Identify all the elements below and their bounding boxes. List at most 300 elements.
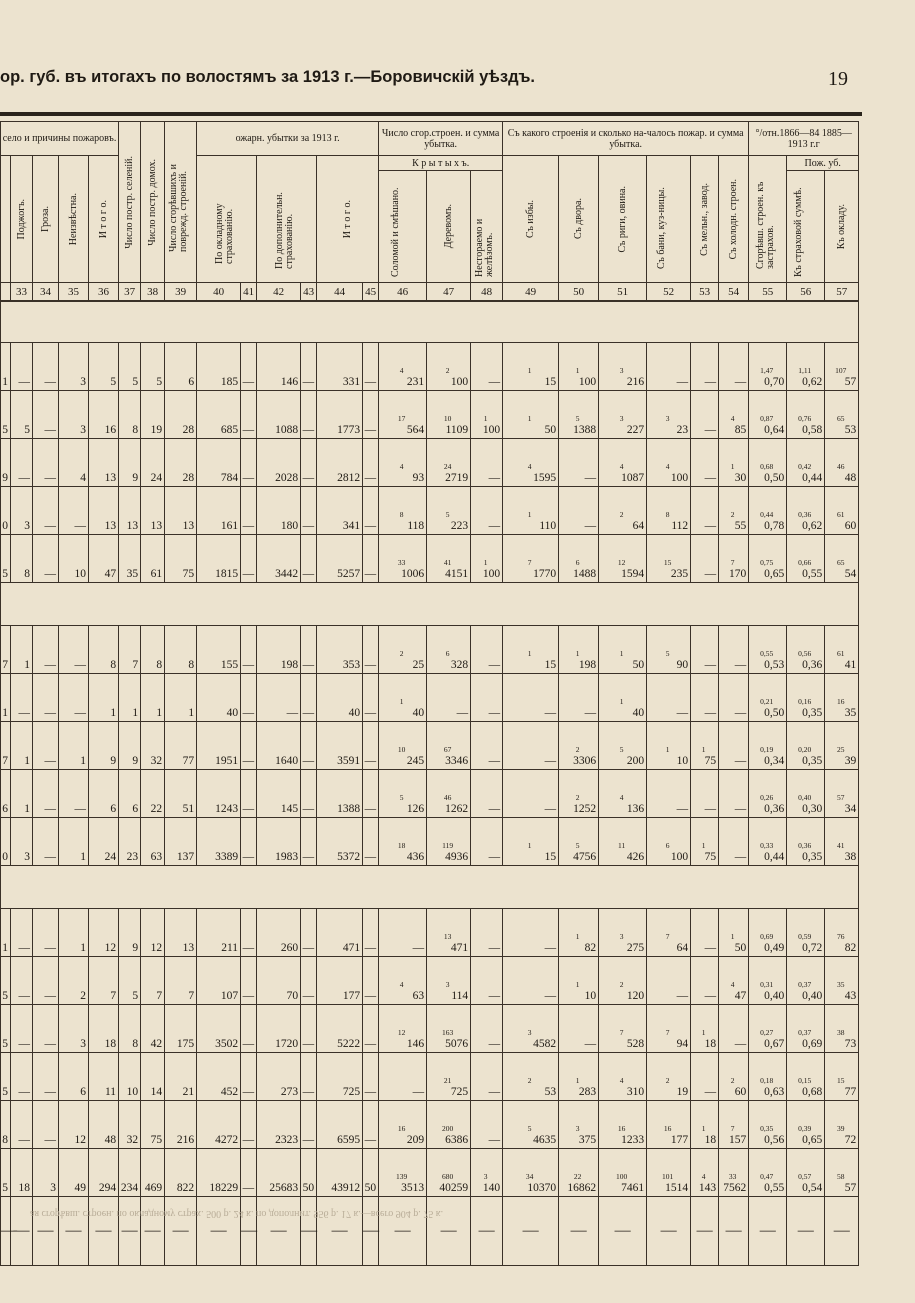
table-cell: — [241,626,257,674]
cell-value: 310 [626,1086,645,1098]
superscript-count: 7 [665,932,670,941]
superscript-count: 41 [836,841,845,850]
cell-value: 100 [670,851,689,863]
cell-value: 1006 [401,568,425,580]
table-cell: 47 [89,535,119,583]
superscript-count: 1 [527,649,532,658]
superscript-count: 0,87 [760,414,774,423]
table-cell: 12 [89,909,119,957]
table-cell: — [301,722,317,770]
cell-value: 1262 [445,803,469,815]
table-cell: 8 [89,626,119,674]
superscript-count: 5 [665,649,670,658]
table-cell [749,391,787,439]
column-number: 44 [317,283,363,302]
table-cell [691,1101,719,1149]
table-cell: 452 [197,1053,241,1101]
table-cell: 5222 [317,1005,363,1053]
table-cell: 211 [197,909,241,957]
superscript-count: 0,57 [798,1172,812,1181]
cell-value: 77 [844,1086,857,1098]
table-cell: — [363,439,379,487]
table-cell: — [33,1101,59,1149]
cell-value: 0,36 [802,659,823,671]
cell-value: 60 [844,520,857,532]
superscript-count: 4 [619,462,624,471]
table-cell [599,343,647,391]
table-cell: 5 [1,957,11,1005]
table-cell: — [471,487,503,535]
table-cell [647,626,691,674]
table-cell: — [471,1053,503,1101]
cell-value: 35 [844,707,857,719]
superscript-count: 16 [617,1124,626,1133]
table-cell: 24 [141,439,165,487]
table-cell [503,343,559,391]
table-cell: 61 [141,535,165,583]
table-cell [647,1101,691,1149]
table-cell: — [719,818,749,866]
table-cell [787,391,825,439]
superscript-count: 0,56 [798,649,812,658]
cell-value: 0,67 [764,1038,785,1050]
table-cell [427,1053,471,1101]
superscript-count: 101 [662,1172,674,1181]
column-number: 54 [719,283,749,302]
cell-value: 120 [626,990,645,1002]
cell-value: 10 [676,755,689,767]
cell-value: 6386 [445,1134,469,1146]
column-number: 55 [749,283,787,302]
superscript-count: 34 [525,1172,534,1181]
table-cell [379,535,427,583]
table-cell: — [11,909,33,957]
superscript-count: 3 [483,1172,488,1181]
dash-row [1,1197,859,1266]
table-cell: 16 [89,391,119,439]
superscript-count: 24 [443,462,452,471]
table-cell [787,909,825,957]
cell-value: 23 [676,424,689,436]
dash-cell: — [719,1197,749,1266]
table-cell: 13 [165,487,197,535]
table-cell: — [241,674,257,722]
cell-value: 73 [844,1038,857,1050]
table-cell [503,391,559,439]
superscript-count: 139 [396,1172,408,1181]
superscript-count: 0,37 [798,980,812,989]
table-cell: 180 [257,487,301,535]
cell-value: 1514 [665,1182,689,1194]
table-cell [691,1149,719,1197]
table-cell: 7 [119,626,141,674]
table-cell: 146 [257,343,301,391]
table-cell: 13 [89,439,119,487]
table-row [1,722,859,770]
header-burned-insured: Сгорѣвш. строен. къ застрахов. [749,156,787,283]
header-dvor: Съ двора. [559,156,599,283]
cell-value: 30 [734,472,747,484]
table-cell: — [33,909,59,957]
cell-value: 64 [632,520,645,532]
cell-value: 94 [676,1038,689,1050]
header-banya: Съ бани, куз-ницы. [647,156,691,283]
table-cell: — [11,1005,33,1053]
cell-value: 48 [844,472,857,484]
dash-cell: — [559,1197,599,1266]
table-cell [825,770,859,818]
table-cell [787,818,825,866]
cell-value: 1109 [445,424,469,436]
dash-cell: — [59,1197,89,1266]
cell-value: 140 [482,1182,501,1194]
table-cell: — [241,439,257,487]
table-cell: — [471,722,503,770]
table-cell: — [33,722,59,770]
table-cell [647,818,691,866]
cell-value: 100 [670,472,689,484]
superscript-count: 46 [836,462,845,471]
cell-value: 223 [450,520,469,532]
table-cell: 9 [89,722,119,770]
cell-value: 90 [676,659,689,671]
superscript-count: 16 [397,1124,406,1133]
table-cell: 77 [165,722,197,770]
table-cell [427,1101,471,1149]
table-cell: 1243 [197,770,241,818]
cell-value: 7461 [621,1182,645,1194]
header-riga: Съ риги, овина. [599,156,647,283]
table-cell [427,626,471,674]
table-cell: 3389 [197,818,241,866]
superscript-count: 41 [443,558,452,567]
cell-value: 725 [450,1086,469,1098]
superscript-count: 0,42 [798,462,812,471]
table-cell [471,391,503,439]
cell-value: 53 [844,424,857,436]
table-cell [787,1149,825,1197]
table-cell: — [241,957,257,1005]
table-cell: 63 [141,818,165,866]
superscript-count: 1,47 [760,366,774,375]
table-cell: — [241,770,257,818]
header-podzhog: Поджогъ. [11,156,33,283]
superscript-count: 1 [701,745,706,754]
table-cell: — [647,770,691,818]
cell-value: 200 [626,755,645,767]
cell-value: 426 [626,851,645,863]
superscript-count: 2 [619,980,624,989]
table-body-group-1 [1,343,859,583]
superscript-count: 0,36 [798,841,812,850]
table-cell [599,674,647,722]
superscript-count: 1 [575,932,580,941]
superscript-count: 0,59 [798,932,812,941]
table-row [1,818,859,866]
table-cell [787,439,825,487]
superscript-count: 6 [445,649,450,658]
header-pozh-ub: Пож. уб. [787,156,859,171]
superscript-count: 11 [618,841,626,850]
table-cell: 5 [141,343,165,391]
table-cell: 353 [317,626,363,674]
table-cell [599,439,647,487]
cell-value: 4936 [445,851,469,863]
table-cell: — [301,439,317,487]
table-row [1,909,859,957]
table-cell [749,535,787,583]
table-cell [471,535,503,583]
table-body-group-3 [1,909,859,1197]
table-cell: 32 [141,722,165,770]
superscript-count: 3 [619,414,624,423]
header-izba: Съ избы. [503,156,559,283]
cell-value: 19 [676,1086,689,1098]
superscript-count: 0,44 [760,510,774,519]
cell-value: 0,34 [764,755,785,767]
table-cell [749,1149,787,1197]
cell-value: 5076 [445,1038,469,1050]
superscript-count: 38 [836,1028,845,1037]
table-cell: — [503,722,559,770]
table-cell [691,722,719,770]
header-roofs: Число сгор.строен. и сумма убытка. [379,122,503,156]
table-cell: 18229 [197,1149,241,1197]
column-number: 48 [471,283,503,302]
cell-value: 4151 [445,568,469,580]
cell-value: 54 [844,568,857,580]
superscript-count: 1 [575,366,580,375]
dash-cell: — [427,1197,471,1266]
table-cell: — [241,391,257,439]
table-cell: — [363,770,379,818]
table-cell [825,1005,859,1053]
header-buildings: Число сгорѣвшихъ и поврежд. строеній. [165,122,197,283]
table-cell: — [691,535,719,583]
table-cell [647,909,691,957]
superscript-count: 1,11 [798,366,812,375]
cell-value: 0,49 [764,942,785,954]
cell-value: 15 [544,851,557,863]
table-cell [379,439,427,487]
superscript-count: 1 [399,697,404,706]
table-cell: — [11,343,33,391]
table-cell [787,1053,825,1101]
header-total: И т о г о. [89,156,119,283]
superscript-count: 76 [836,932,845,941]
superscript-count: 4 [399,462,404,471]
superscript-count: 18 [397,841,406,850]
table-cell [559,535,599,583]
superscript-count: 1 [730,932,735,941]
table-cell: — [241,1101,257,1149]
table-cell: 19 [141,391,165,439]
superscript-count: 1 [483,558,488,567]
table-cell [825,1101,859,1149]
table-cell [749,343,787,391]
cell-value: 4756 [573,851,597,863]
superscript-count: 3 [527,1028,532,1037]
table-cell: — [559,1005,599,1053]
table-cell: 1 [1,674,11,722]
cell-value: 0,78 [764,520,785,532]
table-cell: 1 [141,674,165,722]
table-cell: 7 [1,722,11,770]
table-cell: 1773 [317,391,363,439]
table-cell [559,343,599,391]
table-cell: 784 [197,439,241,487]
table-cell: 14 [141,1053,165,1101]
header-origin: Съ какого строенія и сколько на-чалось пожар. и сумма убытка. [503,122,749,156]
superscript-count: 1 [527,414,532,423]
mirrored-footnote: ая сгорѣвш. строен. по окладному страх. 500 р. 24 к. по дополнит. 956 р. 17 к.—всего 904 р. 75 к. [30,1208,444,1219]
superscript-count: 4 [665,462,670,471]
table-cell: 22 [141,770,165,818]
table-cell: — [691,1053,719,1101]
table-cell [379,487,427,535]
cell-value: 2719 [445,472,469,484]
table-cell: — [301,343,317,391]
superscript-count: 4 [730,980,735,989]
superscript-count: 1 [665,745,670,754]
table-cell [559,722,599,770]
table-cell: 7 [89,957,119,1005]
cell-value: 0,55 [764,1182,785,1194]
superscript-count: 0,37 [798,1028,812,1037]
table-cell: — [363,818,379,866]
superscript-count: 8 [399,510,404,519]
cell-value: 146 [406,1038,425,1050]
superscript-count: 0,68 [760,462,774,471]
table-cell [719,535,749,583]
table-cell: 3 [59,391,89,439]
superscript-count: 4 [527,462,532,471]
table-cell: 1 [89,674,119,722]
table-cell: — [11,674,33,722]
cell-value: 38 [844,851,857,863]
table-cell [599,391,647,439]
table-cell [749,674,787,722]
dash-cell: — [165,1197,197,1266]
dash-cell: — [89,1197,119,1266]
table-cell: 161 [197,487,241,535]
superscript-count: 0,69 [760,932,774,941]
table-cell: 1 [59,722,89,770]
table-cell [749,1101,787,1149]
cell-value: 136 [626,803,645,815]
cell-value: 75 [704,755,717,767]
table-cell: 5 [89,343,119,391]
superscript-count: 33 [728,1172,737,1181]
table-cell: 1 [11,722,33,770]
dash-cell: — [787,1197,825,1266]
table-cell: — [691,391,719,439]
dash-cell: — [241,1197,257,1266]
table-cell: 260 [257,909,301,957]
superscript-count: 5 [575,841,580,850]
table-cell: — [241,1149,257,1197]
cell-value: 0,54 [802,1182,823,1194]
table-cell: 177 [317,957,363,1005]
table-cell: — [241,535,257,583]
table-cell [599,535,647,583]
table-cell: 7 [141,957,165,1005]
table-cell: 1 [119,674,141,722]
cell-value: 50 [734,942,747,954]
table-cell [719,909,749,957]
table-cell: 49 [59,1149,89,1197]
header-losses: ожарн. убытки за 1913 г. [197,122,379,156]
superscript-count: 3 [619,366,624,375]
table-cell: — [33,1053,59,1101]
superscript-count: 0,47 [760,1172,774,1181]
table-cell: — [11,1053,33,1101]
cell-value: 3306 [573,755,597,767]
table-cell: 471 [317,909,363,957]
table-cell: 216 [165,1101,197,1149]
table-cell: 4 [59,439,89,487]
table-row [1,1005,859,1053]
table-cell [749,439,787,487]
table-row [1,1053,859,1101]
table-row [1,439,859,487]
cell-value: 231 [406,376,425,388]
table-cell: — [301,957,317,1005]
table-cell: — [59,770,89,818]
superscript-count: 33 [397,558,406,567]
cell-value: 85 [734,424,747,436]
table-cell: — [471,770,503,818]
table-cell: 341 [317,487,363,535]
table-cell: 137 [165,818,197,866]
table-cell: — [363,1005,379,1053]
table-cell: 42 [141,1005,165,1053]
cell-value: 4582 [533,1038,557,1050]
table-cell: 35 [119,535,141,583]
column-number: 53 [691,283,719,302]
table-row [1,1101,859,1149]
table-cell [471,1149,503,1197]
table-cell: 1983 [257,818,301,866]
superscript-count: 1 [619,649,624,658]
table-cell: 7 [1,626,11,674]
table-cell: 8 [119,1005,141,1053]
cell-value: 63 [412,990,425,1002]
table-cell: 5 [119,957,141,1005]
table-cell [599,1053,647,1101]
cell-value: 72 [844,1134,857,1146]
table-cell: 11 [89,1053,119,1101]
table-cell [379,1149,427,1197]
table-cell: 9 [1,439,11,487]
superscript-count: 107 [835,366,847,375]
table-cell: 3 [11,818,33,866]
table-cell: 6595 [317,1101,363,1149]
table-cell: 3591 [317,722,363,770]
table-cell: 2 [59,957,89,1005]
table-cell [787,770,825,818]
table-cell: 1 [59,909,89,957]
table-cell: — [559,487,599,535]
table-cell: — [379,909,427,957]
table-cell: 1951 [197,722,241,770]
table-cell: 70 [257,957,301,1005]
superscript-count: 0,33 [760,841,774,850]
cell-value: 198 [578,659,597,671]
cell-value: 0,50 [764,707,785,719]
cell-value: 40259 [439,1182,469,1194]
table-cell: — [33,391,59,439]
